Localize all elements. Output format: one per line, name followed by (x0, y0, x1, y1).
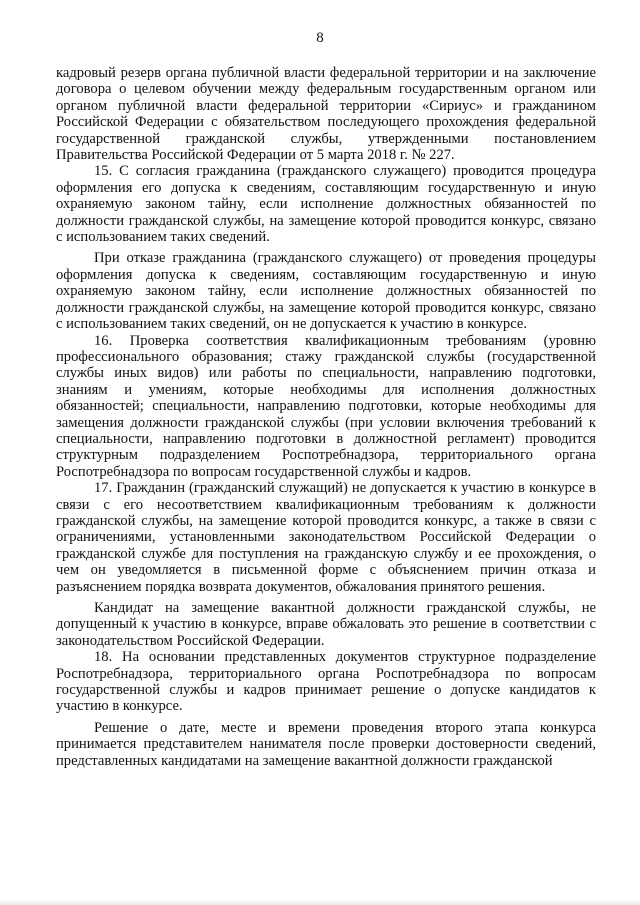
paragraph-item-15: 15. С согласия гражданина (гражданского служащего) проводится процедура оформления его допуска к сведениям, составляющим государственную и иную охраняемую законом тайну, если исполнение должностных обязанностей по должности гражданской службы, на замещение которой проводится конкурс, связано с использованием таких сведений. (56, 163, 596, 246)
paragraph-second-stage: Решение о дате, месте и времени проведения второго этапа конкурса принимается представителем нанимателя после проверки достоверности сведений, представленных кандидатами на замещение вакантной должности гражданской (56, 719, 596, 769)
scan-edge (0, 899, 640, 905)
paragraph-appeal: Кандидат на замещение вакантной должности гражданской службы, не допущенный к участию в конкурсе, вправе обжаловать это решение в соответствии с законодательством Российской Федерации. (56, 600, 596, 649)
paragraph-refusal: При отказе гражданина (гражданского служащего) от проведения процедуры оформления допуска к сведениям, составляющим государственную и иную охраняемую законом тайну, если исполнение должностных обязанностей по должности гражданской службы, на замещение которой проводится конкурс, связано с использованием таких сведений, он не допускается к участию в конкурсе. (56, 250, 596, 333)
paragraph-item-17: 17. Гражданин (гражданский служащий) не допускается к участию в конкурсе в связи с его несоответствием квалификационным требованиям к должности гражданской службы, на замещение которой проводится конкурс, а также в связи с ограничениями, установленными законодательством Российской Федерации о гражданской службе для поступления на гражданскую службу и ее прохождения, о чем он уведомляется в письменной форме с объяснением причин отказа и разъяснением порядка возврата документов, обжалования принятого решения. (56, 480, 596, 595)
document-body (56, 65, 596, 769)
paragraph-item-18: 18. На основании представленных документов структурное подразделение Роспотребнадзора, территориального органа Роспотребнадзора по вопросам государственной службы и кадров принимает решение о допуске кандидатов к участию в конкурсе. (56, 649, 596, 715)
paragraph-item-16: 16. Проверка соответствия квалификационным требованиям (уровню профессионального образования; стажу гражданской службы (государственной службы иных видов) или работы по специальности, направлению подготовки, знаниям и умениям, которые необходимы для исполнения должностных обязанностей; специальности, направлению подготовки, которые необходимы для замещения должности гражданской службы (при условии включения требований к специальности, направлению подготовки в должностной регламент) проводится структурным подразделением Роспотребнадзора, территориального органа Роспотребнадзора по вопросам государственной службы и кадров. (56, 332, 596, 480)
page-number: 8 (316, 30, 324, 46)
paragraph-continuation: кадровый резерв органа публичной власти федеральной территории и на заключение договора о целевом обучении между федеральным государственным органом или органом публичной власти федеральной территории «Сириус» и гражданином Российской Федерации с обязательством последующего прохождения федеральной государственной гражданской службы, утвержденными постановлением Правительства Российской Федерации от 5 марта 2018 г. № 227. (56, 65, 596, 164)
